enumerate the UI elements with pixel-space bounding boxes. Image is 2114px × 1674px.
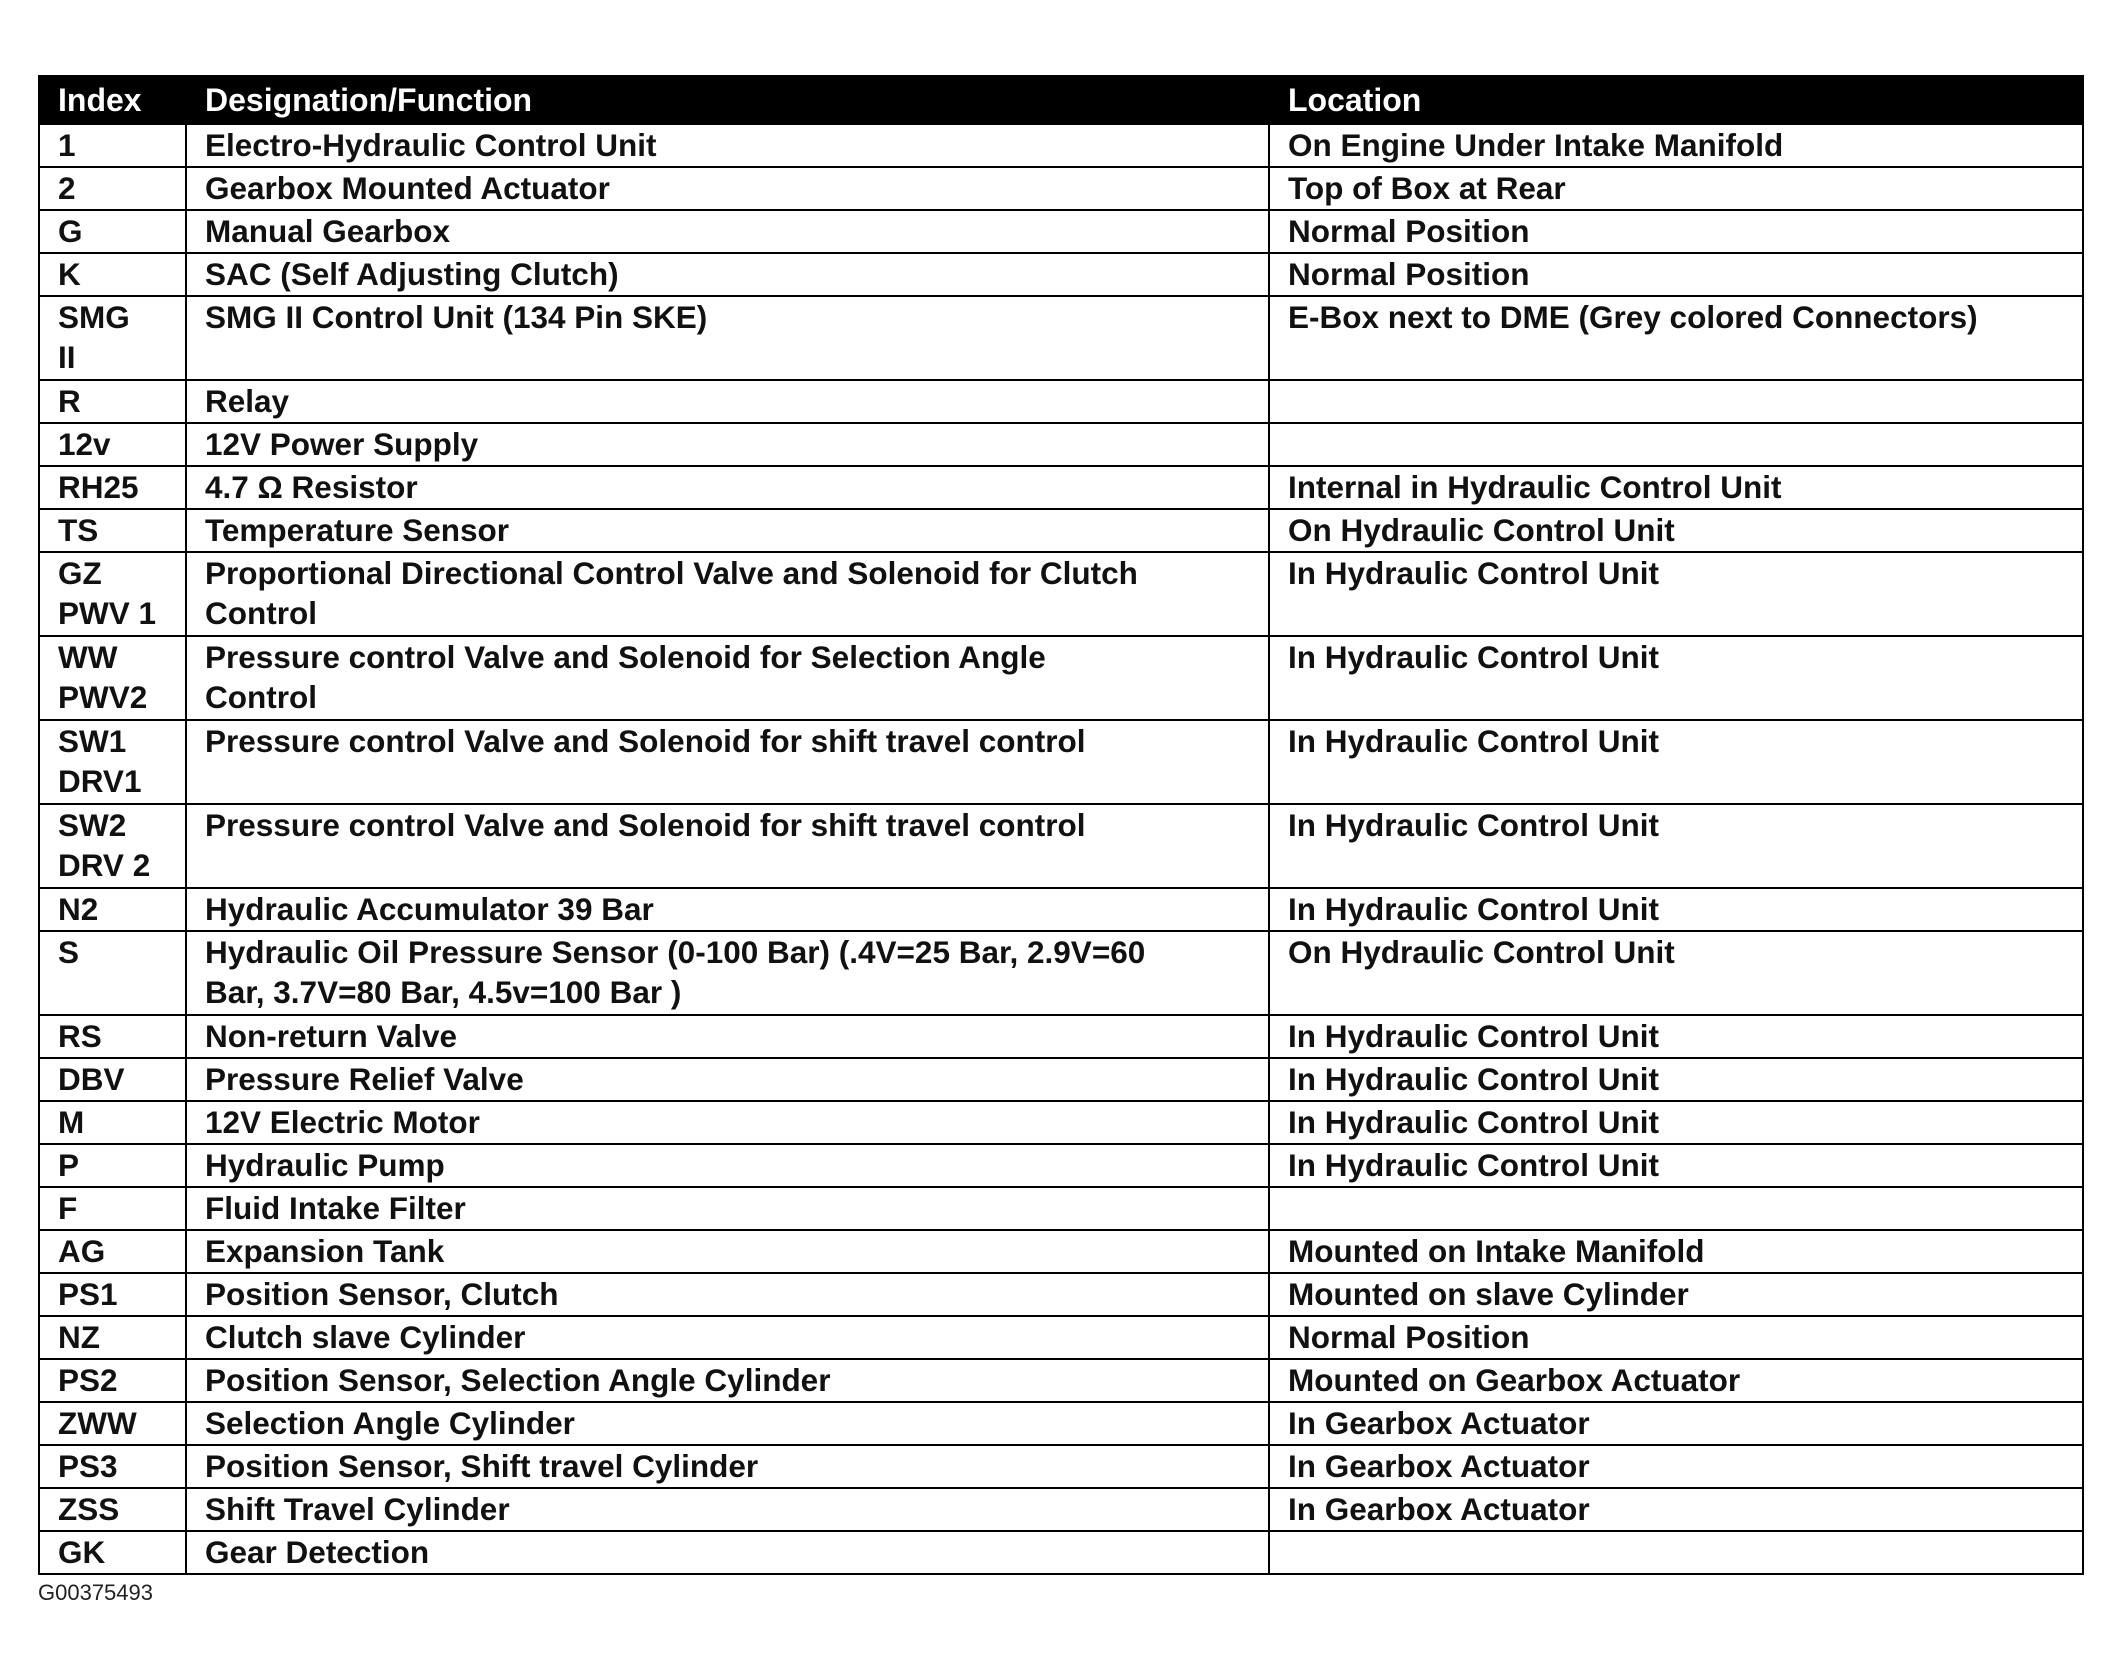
designation-cell — [186, 1488, 1269, 1531]
index-cell — [39, 1101, 186, 1144]
index-cell — [39, 1058, 186, 1101]
location-cell-text: In Gearbox Actuator — [1288, 1448, 1590, 1484]
designation-cell — [186, 167, 1269, 210]
location-cell — [1269, 1445, 2083, 1488]
designation-cell-text: Position Sensor, Shift travel Cylinder — [205, 1448, 759, 1484]
index-cell — [39, 210, 186, 253]
designation-cell — [186, 1230, 1269, 1273]
designation-cell-text: Hydraulic Oil Pressure Sensor (0-100 Bar) (.4V=25 Bar, 2.9V=60 Bar, 3.7V=80 Bar, 4.5v=100 Bar ) — [205, 934, 1146, 1010]
table-row — [39, 1058, 2083, 1101]
designation-cell — [186, 1187, 1269, 1230]
index-cell — [39, 1187, 186, 1230]
designation-cell-text: Hydraulic Pump — [205, 1147, 445, 1183]
table-row — [39, 1101, 2083, 1144]
table-row — [39, 380, 2083, 423]
location-cell-text: Normal Position — [1288, 256, 1530, 292]
location-cell — [1269, 1531, 2083, 1574]
designation-cell-text: Pressure control Valve and Solenoid for shift travel control — [205, 723, 1086, 759]
index-cell-text: ZWW — [58, 1405, 137, 1441]
index-cell-text: AG — [58, 1233, 106, 1269]
designation-cell — [186, 1445, 1269, 1488]
location-cell — [1269, 1058, 2083, 1101]
location-cell-text: E-Box next to DME (Grey colored Connectors) — [1288, 299, 1978, 335]
location-cell — [1269, 1187, 2083, 1230]
index-cell — [39, 1230, 186, 1273]
designation-cell — [186, 1531, 1269, 1574]
location-cell — [1269, 1015, 2083, 1058]
index-cell-text: RS — [58, 1018, 102, 1054]
location-cell — [1269, 1230, 2083, 1273]
table-body — [39, 124, 2083, 1574]
index-cell — [39, 1359, 186, 1402]
table-row — [39, 253, 2083, 296]
table-row — [39, 1230, 2083, 1273]
index-cell — [39, 1144, 186, 1187]
index-cell — [39, 423, 186, 466]
designation-cell-text: SAC (Self Adjusting Clutch) — [205, 256, 619, 292]
location-cell — [1269, 888, 2083, 931]
index-cell-text: SMG II — [58, 299, 130, 375]
table-row — [39, 296, 2083, 380]
table-row — [39, 1316, 2083, 1359]
index-cell — [39, 380, 186, 423]
location-cell — [1269, 1316, 2083, 1359]
index-cell-text: PS3 — [58, 1448, 118, 1484]
index-cell-text: NZ — [58, 1319, 100, 1355]
index-cell-text: PS2 — [58, 1362, 118, 1398]
index-cell-text: SW2 DRV 2 — [58, 807, 151, 883]
index-cell-text: ZSS — [58, 1491, 120, 1527]
designation-cell — [186, 1402, 1269, 1445]
location-cell — [1269, 1273, 2083, 1316]
designation-cell — [186, 720, 1269, 804]
index-cell-text: N2 — [58, 891, 99, 927]
designation-cell — [186, 423, 1269, 466]
designation-cell — [186, 1359, 1269, 1402]
location-cell-text: In Hydraulic Control Unit — [1288, 555, 1660, 591]
index-cell — [39, 1531, 186, 1574]
location-cell — [1269, 1359, 2083, 1402]
designation-cell — [186, 253, 1269, 296]
index-cell-text: R — [58, 383, 81, 419]
location-cell — [1269, 1101, 2083, 1144]
location-cell-text: On Engine Under Intake Manifold — [1288, 127, 1784, 163]
index-cell-text: M — [58, 1104, 85, 1140]
table-row — [39, 124, 2083, 167]
designation-cell-text: Clutch slave Cylinder — [205, 1319, 526, 1355]
location-cell — [1269, 552, 2083, 636]
designation-cell-text: Temperature Sensor — [205, 512, 510, 548]
designation-cell — [186, 1144, 1269, 1187]
index-cell — [39, 1402, 186, 1445]
designation-cell — [186, 888, 1269, 931]
header-designation-function: Designation/Function — [186, 76, 1269, 124]
index-cell-text: SW1 DRV1 — [58, 723, 142, 799]
header-location: Location — [1269, 76, 2083, 124]
location-cell — [1269, 380, 2083, 423]
location-cell-text: In Hydraulic Control Unit — [1288, 639, 1660, 675]
designation-cell-text: Electro-Hydraulic Control Unit — [205, 127, 657, 163]
designation-cell-text: 12V Electric Motor — [205, 1104, 480, 1140]
location-cell — [1269, 124, 2083, 167]
designation-cell-text: SMG II Control Unit (134 Pin SKE) — [205, 299, 708, 335]
index-cell — [39, 1015, 186, 1058]
designation-cell — [186, 931, 1269, 1015]
designation-cell-text: Expansion Tank — [205, 1233, 445, 1269]
index-cell — [39, 1488, 186, 1531]
location-cell-text: On Hydraulic Control Unit — [1288, 512, 1675, 548]
designation-cell — [186, 636, 1269, 720]
designation-cell — [186, 1058, 1269, 1101]
location-cell-text: In Gearbox Actuator — [1288, 1405, 1590, 1441]
index-cell — [39, 124, 186, 167]
location-cell — [1269, 720, 2083, 804]
location-cell — [1269, 423, 2083, 466]
location-cell-text: Mounted on Gearbox Actuator — [1288, 1362, 1741, 1398]
header-index: Index — [39, 76, 186, 124]
designation-cell-text: Gear Detection — [205, 1534, 430, 1570]
location-cell-text: In Hydraulic Control Unit — [1288, 807, 1660, 843]
index-cell-text: 2 — [58, 170, 76, 206]
table-row — [39, 1445, 2083, 1488]
location-cell — [1269, 167, 2083, 210]
designation-cell — [186, 1316, 1269, 1359]
index-cell — [39, 804, 186, 888]
designation-cell — [186, 124, 1269, 167]
table-header-row — [39, 76, 2083, 124]
table-row — [39, 167, 2083, 210]
designation-cell — [186, 1101, 1269, 1144]
designation-cell — [186, 380, 1269, 423]
designation-cell-text: Hydraulic Accumulator 39 Bar — [205, 891, 654, 927]
location-cell-text: Mounted on slave Cylinder — [1288, 1276, 1689, 1312]
table-row — [39, 1187, 2083, 1230]
table-row — [39, 1402, 2083, 1445]
index-cell — [39, 466, 186, 509]
designation-cell — [186, 466, 1269, 509]
table-row — [39, 888, 2083, 931]
index-cell — [39, 253, 186, 296]
location-cell — [1269, 1144, 2083, 1187]
index-cell — [39, 167, 186, 210]
location-cell-text: In Hydraulic Control Unit — [1288, 1018, 1660, 1054]
table-row — [39, 1531, 2083, 1574]
designation-cell-text: Gearbox Mounted Actuator — [205, 170, 610, 206]
table-row — [39, 552, 2083, 636]
location-cell-text: In Hydraulic Control Unit — [1288, 723, 1660, 759]
location-cell — [1269, 509, 2083, 552]
index-cell-text: P — [58, 1147, 80, 1183]
table-row — [39, 1144, 2083, 1187]
index-cell-text: TS — [58, 512, 99, 548]
table-row — [39, 509, 2083, 552]
location-cell — [1269, 253, 2083, 296]
location-cell-text: In Gearbox Actuator — [1288, 1491, 1590, 1527]
index-cell — [39, 636, 186, 720]
table-row — [39, 1015, 2083, 1058]
table-row — [39, 804, 2083, 888]
location-cell-text: Internal in Hydraulic Control Unit — [1288, 469, 1782, 505]
location-cell-text: In Hydraulic Control Unit — [1288, 1104, 1660, 1140]
designation-cell-text: Manual Gearbox — [205, 213, 451, 249]
index-cell-text: F — [58, 1190, 78, 1226]
index-cell — [39, 552, 186, 636]
designation-cell-text: Pressure Relief Valve — [205, 1061, 524, 1097]
index-cell-text: K — [58, 256, 81, 292]
index-cell-text: GZ PWV 1 — [58, 555, 157, 631]
index-cell — [39, 1273, 186, 1316]
designation-cell-text: Fluid Intake Filter — [205, 1190, 466, 1226]
index-cell — [39, 1316, 186, 1359]
index-cell — [39, 296, 186, 380]
index-cell — [39, 509, 186, 552]
table-row — [39, 1273, 2083, 1316]
designation-cell-text: Position Sensor, Clutch — [205, 1276, 559, 1312]
designation-cell-text: Selection Angle Cylinder — [205, 1405, 575, 1441]
designation-cell — [186, 509, 1269, 552]
index-cell — [39, 888, 186, 931]
figure-id-label: G00375493 — [38, 1580, 153, 1605]
location-cell — [1269, 931, 2083, 1015]
index-cell-text: 12v — [58, 426, 111, 462]
location-cell — [1269, 1402, 2083, 1445]
designation-cell-text: 12V Power Supply — [205, 426, 479, 462]
location-cell-text: On Hydraulic Control Unit — [1288, 934, 1675, 970]
index-cell-text: RH25 — [58, 469, 139, 505]
designation-cell — [186, 210, 1269, 253]
designation-cell-text: Non-return Valve — [205, 1018, 458, 1054]
designation-cell — [186, 1015, 1269, 1058]
location-cell-text: Top of Box at Rear — [1288, 170, 1566, 206]
location-cell — [1269, 1488, 2083, 1531]
designation-cell-text: Pressure control Valve and Solenoid for Selection Angle Control — [205, 639, 1046, 715]
designation-cell-text: Pressure control Valve and Solenoid for shift travel control — [205, 807, 1086, 843]
index-cell — [39, 931, 186, 1015]
location-cell-text: In Hydraulic Control Unit — [1288, 1147, 1660, 1183]
index-cell-text: DBV — [58, 1061, 125, 1097]
table-row — [39, 720, 2083, 804]
index-cell-text: 1 — [58, 127, 76, 163]
location-cell-text: Normal Position — [1288, 1319, 1530, 1355]
table-row — [39, 636, 2083, 720]
designation-cell — [186, 1273, 1269, 1316]
index-cell-text: G — [58, 213, 83, 249]
table-row — [39, 466, 2083, 509]
location-cell-text: Normal Position — [1288, 213, 1530, 249]
location-cell-text: In Hydraulic Control Unit — [1288, 891, 1660, 927]
location-cell — [1269, 466, 2083, 509]
designation-cell — [186, 552, 1269, 636]
index-cell-text: PS1 — [58, 1276, 118, 1312]
table-row — [39, 210, 2083, 253]
component-legend-table — [38, 75, 2084, 1575]
index-cell — [39, 720, 186, 804]
location-cell — [1269, 636, 2083, 720]
location-cell — [1269, 804, 2083, 888]
location-cell-text: Mounted on Intake Manifold — [1288, 1233, 1705, 1269]
designation-cell-text: 4.7 Ω Resistor — [205, 469, 418, 505]
index-cell — [39, 1445, 186, 1488]
table-row — [39, 423, 2083, 466]
location-cell — [1269, 210, 2083, 253]
designation-cell-text: Position Sensor, Selection Angle Cylinder — [205, 1362, 831, 1398]
index-cell-text: S — [58, 934, 80, 970]
designation-cell — [186, 804, 1269, 888]
table-row — [39, 1359, 2083, 1402]
designation-cell-text: Relay — [205, 383, 290, 419]
location-cell-text: In Hydraulic Control Unit — [1288, 1061, 1660, 1097]
index-cell-text: WW PWV2 — [58, 639, 148, 715]
location-cell — [1269, 296, 2083, 380]
designation-cell-text: Shift Travel Cylinder — [205, 1491, 510, 1527]
designation-cell — [186, 296, 1269, 380]
table-row — [39, 1488, 2083, 1531]
table-row — [39, 931, 2083, 1015]
designation-cell-text: Proportional Directional Control Valve and Solenoid for Clutch Control — [205, 555, 1138, 631]
index-cell-text: GK — [58, 1534, 106, 1570]
